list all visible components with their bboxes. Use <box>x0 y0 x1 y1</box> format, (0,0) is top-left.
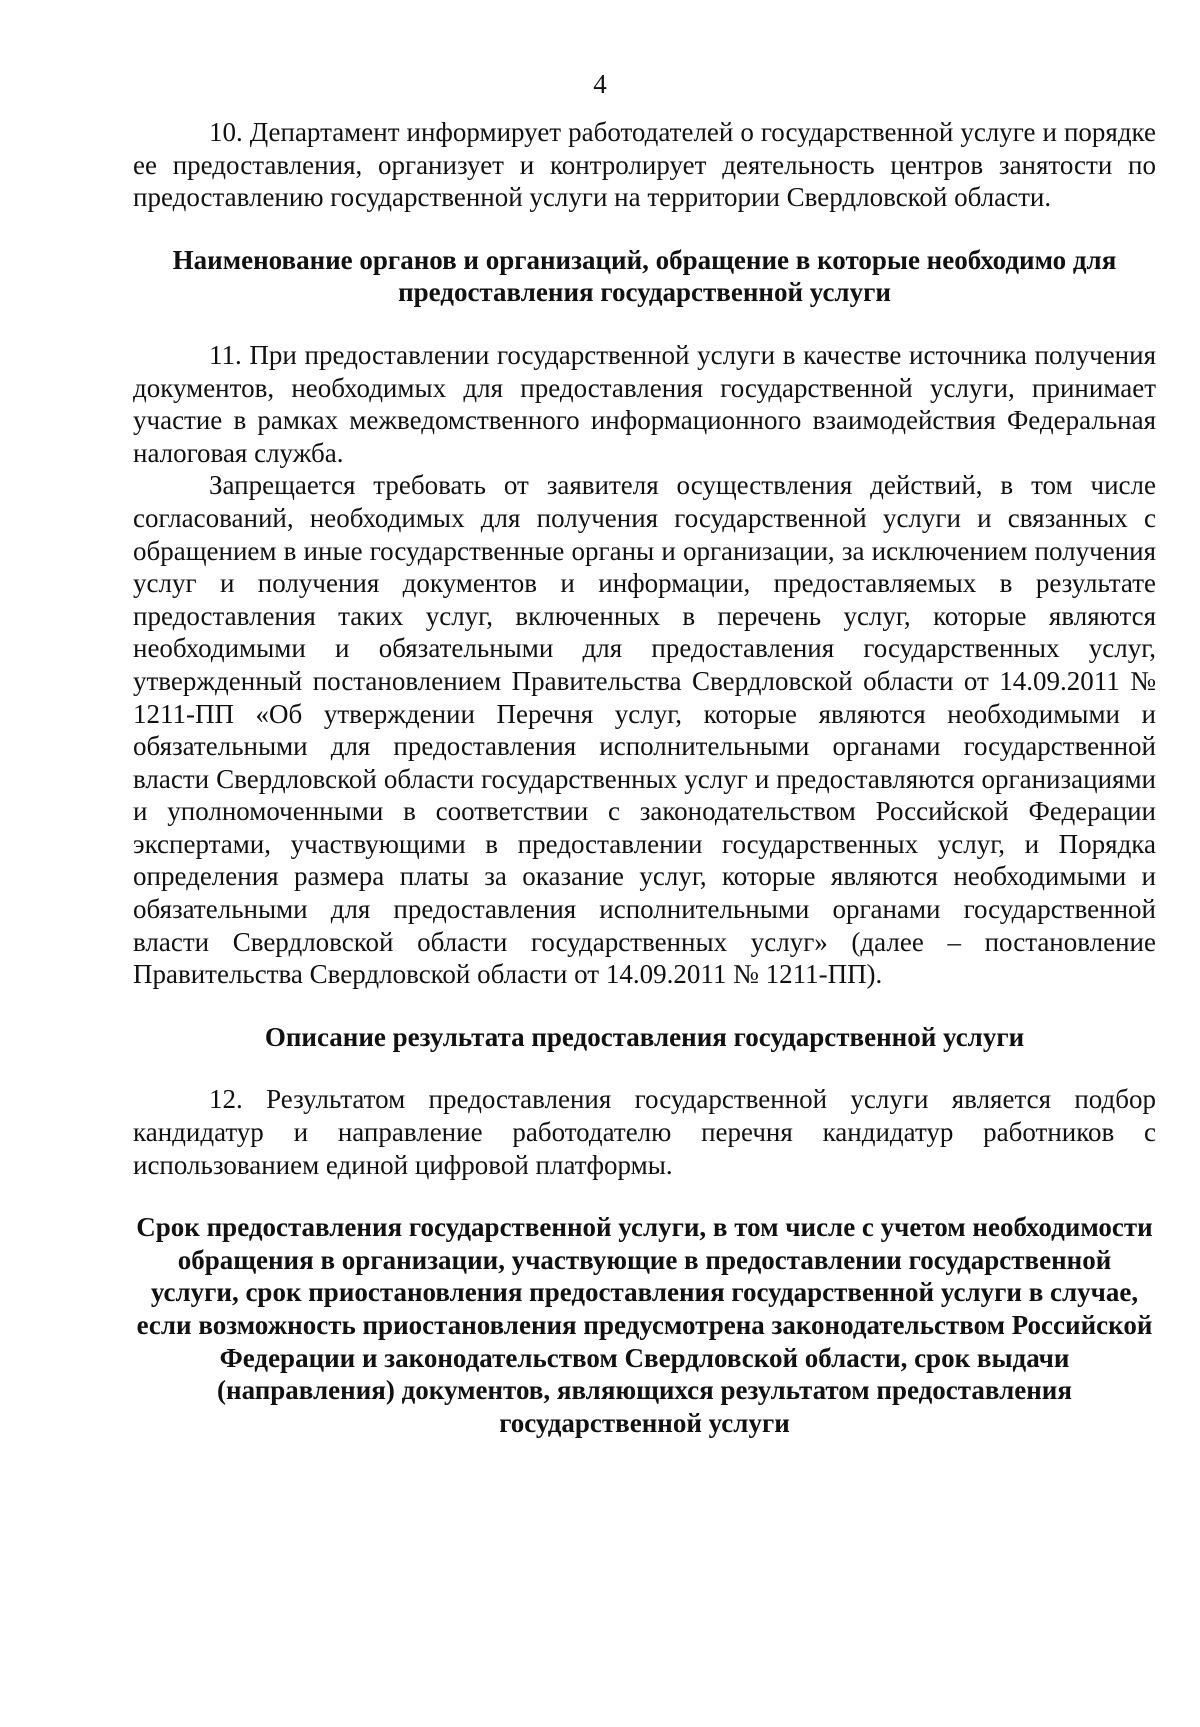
section-heading-term: Срок предоставления государственной услуги, в том числе с учетом необходимости обращения в организации, участвующие в предоставлении государственной услуги, срок приостановления предоставления государственной услуги в случае, если возможность приостановления предусмотрена законодательством Российской Федерации и законодательством Свердловской области, срок выдачи (направления) документов, являющихся результатом предоставления государственной услуги <box>136 1212 1153 1438</box>
paragraph-12: 12. Результатом предоставления государственной услуги является подбор кандидатур и направление работодателю перечня кандидатур работников с использованием единой цифровой платформы. <box>133 1084 1156 1180</box>
paragraph-11: 11. При предоставлении государственной услуги в качестве источника получения документов, необходимых для предоставления государственной услуги, принимает участие в рамках межведомственного информационного взаимодействия Федеральная налоговая служба. <box>133 339 1156 468</box>
paragraph-11-prohibition: Запрещается требовать от заявителя осуществления действий, в том числе согласований, необходимых для получения государственной услуги и связанных с обращением в иные государственные органы и организации, за исключением получения услуг и получения документов и информации, предоставляемых в результате предоставления таких услуг, включенных в перечень услуг, которые являются необходимыми и обязательными для предоставления государственных услуг, утвержденный постановлением Правительства Свердловской области от 14.09.2011 № 1211-ПП «Об утверждении Перечня услуг, которые являются необходимыми и обязательными для предоставления исполнительными органами государственной власти Свердловской области государственных услуг и предоставляются организациями и уполномоченными в соответствии с законодательством Российской Федерации экспертами, участвующими в предоставлении государственных услуг, и Порядка определения размера платы за оказание услуг, которые являются необходимыми и обязательными для предоставления исполнительными органами государственной власти Свердловской области государственных услуг» (далее – постановление Правительства Свердловской области от 14.09.2011 № 1211-ПП). <box>133 470 1156 990</box>
paragraph-10: 10. Департамент информирует работодателей о государственной услуге и порядке ее предоставления, организует и контролирует деятельность центров занятости по предоставлению государственной услуги на территории Свердловской области. <box>133 117 1156 213</box>
document-content <box>133 116 1156 1439</box>
section-heading-result: Описание результата предоставления государственной услуги <box>264 1021 1025 1052</box>
section-heading-bodies: Наименование органов и организаций, обращение в которые необходимо для предоставления государственной услуги <box>172 244 1117 308</box>
page-number: 4 <box>593 69 607 99</box>
